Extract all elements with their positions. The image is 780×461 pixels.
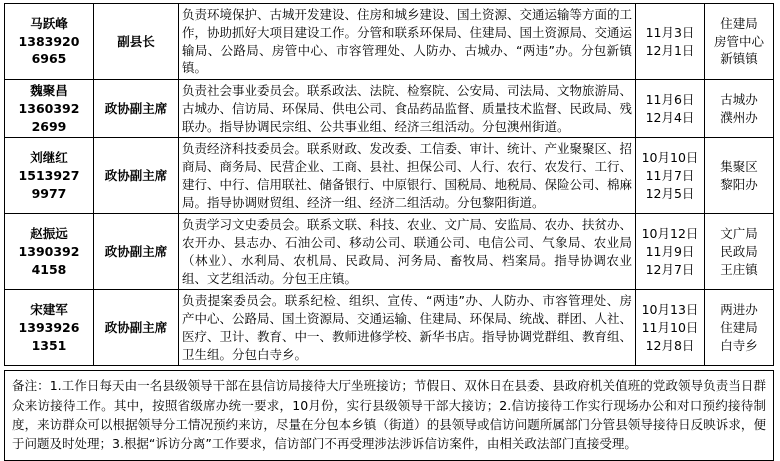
reception-date: 12月4日 xyxy=(645,109,695,125)
reception-place: 住建局 xyxy=(720,15,758,31)
leader-name-cell xyxy=(5,290,94,366)
note-label: 备注： xyxy=(12,378,50,394)
reception-place-cell xyxy=(705,80,774,138)
leader-duty-cell: 负责提案委员会。联系纪检、组织、宣传、“两违”办、人防办、市容管理处、房产中心、公路局、国土资源局、交通运输、住建局、环保局、统战、群团、人社、医疗、卫计、教育、中一、教师进修学校、新华书店。指导协调党群组、教育组、卫生组。分包白寺乡。 xyxy=(179,290,636,366)
leader-phone-part2: 2699 xyxy=(31,118,67,134)
leader-name: 魏聚昌 xyxy=(30,83,68,98)
leader-phone-part1: 1390392 xyxy=(18,243,80,259)
leader-duty-cell: 负责经济科技委员会。联系财政、发改委、工信委、审计、统计、产业聚聚区、招商局、商务局、民营企业、工商、县社、担保公司、人行、农行、农发行、工行、建行、中行、信用联社、储备银行、中原银行、国税局、地税局、保险公司、棉麻局。指导协调财贸组、经济一组、经济二组活动。分包黎阳街道。 xyxy=(179,138,636,214)
reception-place: 白寺乡 xyxy=(720,337,758,353)
reception-place: 集聚区 xyxy=(720,159,758,174)
leader-name: 宋建军 xyxy=(30,302,68,318)
leader-title-cell: 政协副主席 xyxy=(94,290,179,366)
reception-date: 12月7日 xyxy=(645,261,695,277)
leader-phone-part2: 9977 xyxy=(31,185,67,201)
duty-schedule-table xyxy=(4,3,774,366)
leader-name: 赵振远 xyxy=(30,226,68,242)
reception-place-cell xyxy=(705,138,774,214)
leader-name-cell xyxy=(5,138,94,214)
reception-dates-cell xyxy=(636,4,705,80)
leader-duty-cell: 负责环境保护、古城开发建设、住房和城乡建设、国土资源、交通运输等方面的工作，协助抓好大项目建设工作。分管和联系环保局、住建局、国土资源局、交通运输局、公路局、房管中心、市容管理处、人防办、古城办、“两违”办。分包新镇镇。 xyxy=(179,4,636,80)
table-body xyxy=(5,4,774,366)
leader-name-cell xyxy=(5,4,94,80)
leader-title-cell: 副县长 xyxy=(94,4,179,80)
leader-phone-part1: 1513927 xyxy=(18,167,80,183)
reception-dates-cell xyxy=(636,290,705,366)
leader-name-cell xyxy=(5,80,94,138)
reception-place-cell xyxy=(705,214,774,290)
reception-date: 12月1日 xyxy=(645,42,695,58)
reception-date: 12月5日 xyxy=(645,185,695,201)
reception-place: 黎阳办 xyxy=(720,176,758,192)
reception-date: 12月8日 xyxy=(645,337,695,353)
leader-name: 马跃峰 xyxy=(30,15,68,31)
leader-phone-part2: 6965 xyxy=(31,51,67,67)
reception-place: 濮州办 xyxy=(720,109,758,125)
reception-place: 房管中心 xyxy=(713,33,764,49)
reception-dates-cell xyxy=(636,138,705,214)
reception-date: 11月3日 xyxy=(645,24,695,40)
leader-phone-part1: 1360392 xyxy=(18,100,80,116)
reception-date: 10月13日 xyxy=(641,302,699,318)
reception-date: 11月7日 xyxy=(645,167,695,183)
table-row xyxy=(5,4,774,80)
reception-place: 民政局 xyxy=(720,243,758,259)
reception-place: 文广局 xyxy=(720,226,758,242)
reception-place-cell xyxy=(705,4,774,80)
leader-title-cell: 政协副主席 xyxy=(94,214,179,290)
leader-duty-cell: 负责学习文史委员会。联系文联、科技、农业、文广局、安监局、农办、扶贫办、农开办、县志办、石油公司、移动公司、联通公司、电信公司、气象局、农业局（林业）、水利局、农机局、民政局、河务局、畜牧局、档案局。指导协调农业组、文艺组活动。分包王庄镇。 xyxy=(179,214,636,290)
leader-duty-cell: 负责社会事业委员会。联系政法、法院、检察院、公安局、司法局、文物旅游局、古城办、信访局、环保局、供电公司、食品药品监督、质量技术监督、民政局、残联办。指导协调民宗组、公共事业组、经济三组活动。分包澳州街道。 xyxy=(179,80,636,138)
reception-place: 新镇镇 xyxy=(720,51,758,67)
reception-place: 住建局 xyxy=(720,319,758,335)
reception-place-cell xyxy=(705,290,774,366)
reception-dates-cell xyxy=(636,214,705,290)
reception-place: 古城办 xyxy=(720,91,758,107)
leader-phone-part1: 1383920 xyxy=(18,33,80,49)
reception-date: 11月9日 xyxy=(645,243,695,259)
reception-date: 11月6日 xyxy=(645,91,695,107)
reception-dates-cell xyxy=(636,80,705,138)
table-row xyxy=(5,290,774,366)
reception-place: 两进办 xyxy=(720,302,758,318)
note-text: 1.工作日每天由一名县级领导干部在县信访局接待大厅坐班接访；节假日、双休日在县委、县政府机关值班的党政领导负责当日群众来访接待工作。其中，按照省级席办统一要求，10月份，实行县级领导干部大接访；2.信访接待工作实行现场办公和对口预约接待制度，来访群众可以根据领导分工情况预约来访，尽量在分包本乡镇（街道）的县领导或信访问题所属部门分管县领导接待日反映诉求，便于问题及时处理；3.根据“诉访分离”工作要求，信访部门不再受理涉法涉诉信访案件，由相关政法部门直接受理。 xyxy=(12,378,766,452)
table-row xyxy=(5,214,774,290)
reception-date: 10月12日 xyxy=(641,226,699,242)
note-section xyxy=(4,370,774,461)
reception-place: 王庄镇 xyxy=(720,261,758,277)
leader-title-cell: 政协副主席 xyxy=(94,138,179,214)
leader-phone-part1: 1393926 xyxy=(18,319,80,335)
leader-name-cell xyxy=(5,214,94,290)
table-row xyxy=(5,138,774,214)
reception-date: 10月10日 xyxy=(641,150,699,166)
leader-title-cell: 政协副主席 xyxy=(94,80,179,138)
table-row xyxy=(5,80,774,138)
leader-name: 刘继红 xyxy=(30,150,68,166)
leader-phone-part2: 1351 xyxy=(31,337,67,353)
reception-date: 11月10日 xyxy=(641,319,699,335)
leader-phone-part2: 4158 xyxy=(31,261,67,277)
